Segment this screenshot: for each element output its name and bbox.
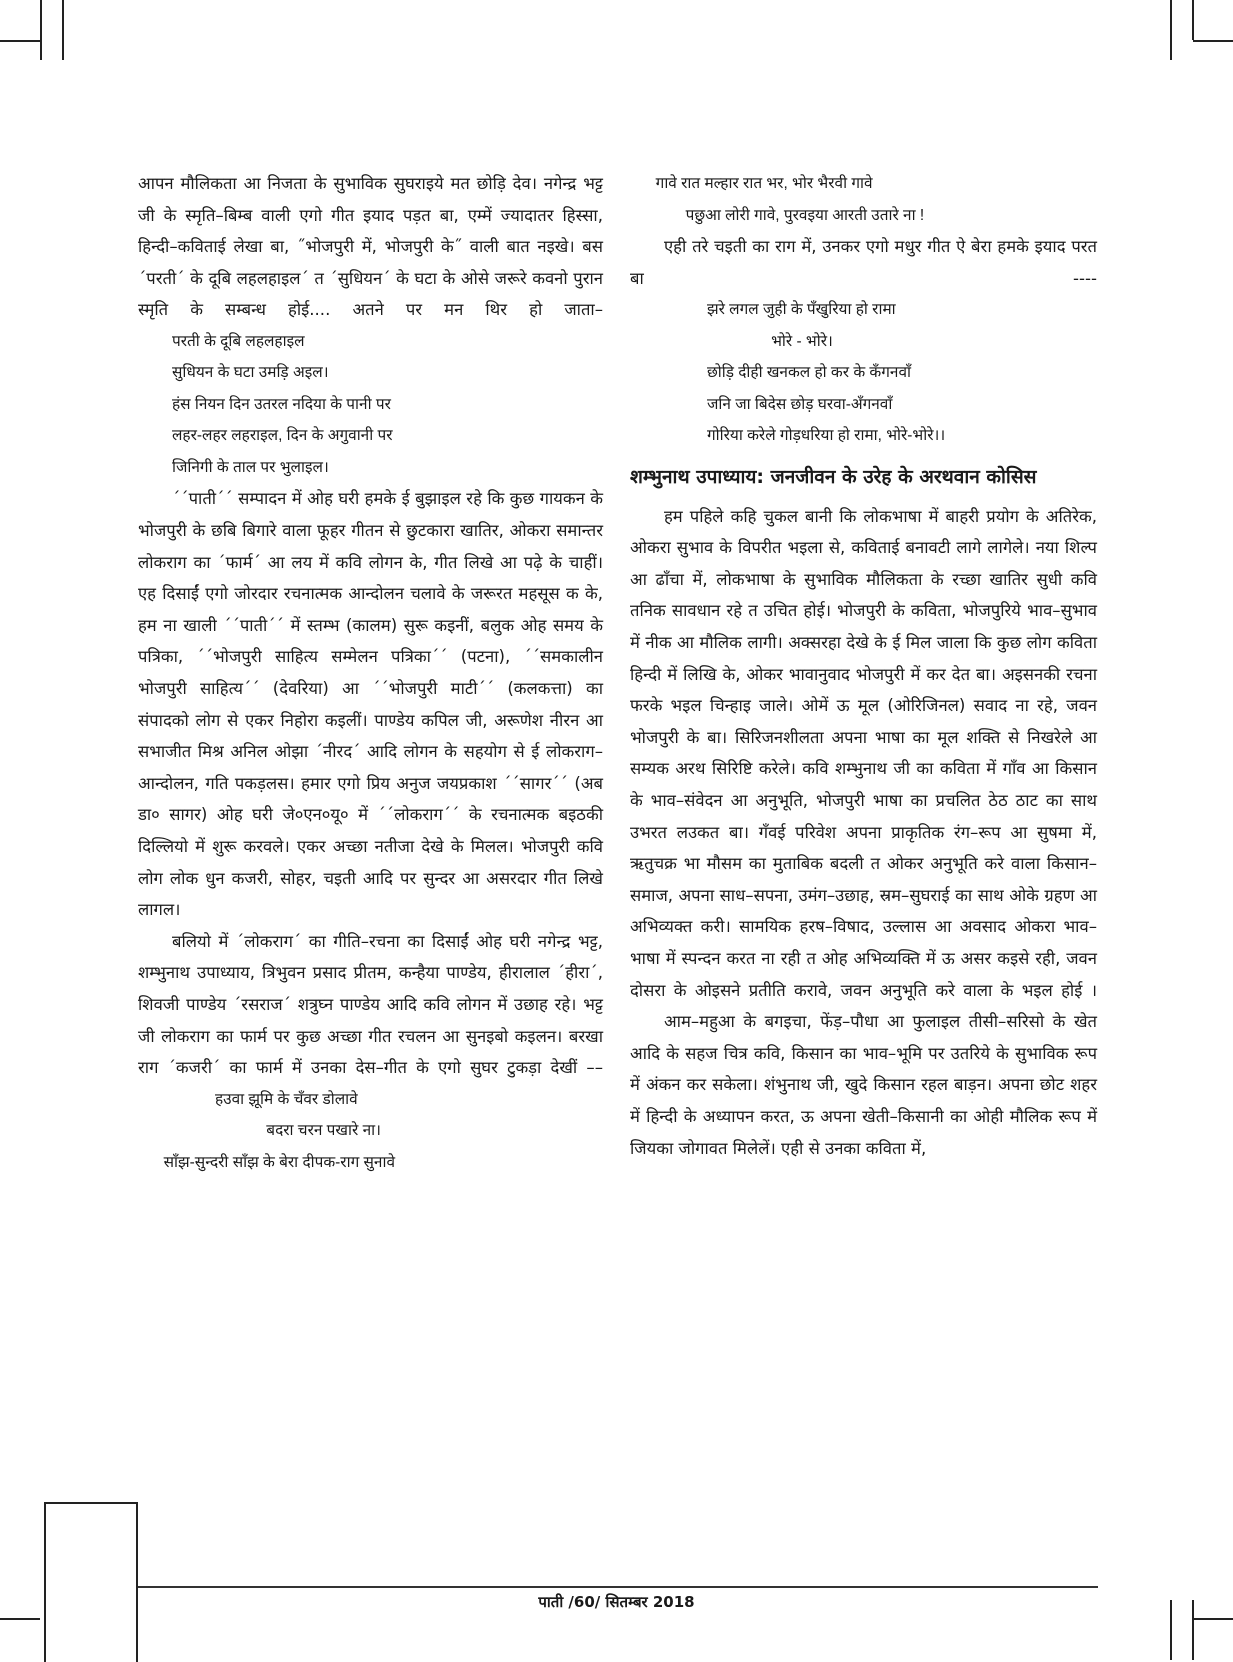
poem-line: हंस नियन दिन उतरल नदिया के पानी पर xyxy=(172,395,391,413)
poem-line: गोरिया करेले गोड़धरिया हो रामा, भोरे-भोरे।। xyxy=(630,427,946,445)
paragraph: आपन मौलिकता आ निजता के सुभाविक सुघराइये मत छोड़ि देव। नगेन्द्र भट्ट जी के स्मृति–बिम्ब वाली एगो गीत इयाद पड़त बा, एम्में ज्यादातर हिस्सा, हिन्दी–कविताई लेखा बा, ˝भोजपुरी में, भोजपुरी के˝ वाली बात नइखे। बस ´परती´ के दूबि लहलहाइल´ त ´सुधियन´ के घटा के ओसे जरूरे कवनो पुरान स्मृति के सम्बन्ध होई.... अतने पर मन थिर हो जाता– xyxy=(138,174,603,320)
poem-line: छोड़ि दीही खनकल हो कर के कँगनवाँ xyxy=(630,364,911,382)
poem-block xyxy=(138,1084,603,1179)
section-heading: शम्भुनाथ उपाध्याय: जनजीवन के उरेह के अरथवान कोसिस xyxy=(630,465,1037,488)
crop-mark xyxy=(40,0,42,60)
crop-mark xyxy=(0,40,40,42)
crop-mark xyxy=(62,0,64,60)
paragraph: बलियो में ´लोकराग´ का गीति–रचना का दिसाईं ओह घरी नगेन्द्र भट्ट, शम्भुनाथ उपाध्याय, त्रिभुवन प्रसाद प्रीतम, कन्हैया पाण्डेय, हीरालाल ´हीरा´, शिवजी पाण्डेय ´रसराज´ शत्रुघ्न पाण्डेय आदि कवि लोगन में उछाह रहे। भट्ट जी लोकराग का फार्म पर कुछ अच्छा गीत रचलन आ सुनइबो कइलन। बरखा राग ´कजरी´ का फार्म में उनका देस–गीत के एगो सुघर टुकड़ा देखीं –– xyxy=(138,931,603,1078)
crop-mark xyxy=(1193,1618,1233,1620)
poem-line: झरे लगल जुही के पँखुरिया हो रामा xyxy=(630,301,896,319)
crop-mark xyxy=(1193,40,1233,42)
poem-line: बदरा चरन पखारे ना। xyxy=(138,1122,381,1140)
crop-mark xyxy=(1192,0,1194,40)
paragraph: आम–महुआ के बगइचा, फेंड़–पौधा आ फुलाइल तीसी–सरिसो के खेत आदि के सहज चित्र कवि, किसान का भाव–भूमि पर उतरिये के सुभाविक रूप में अंकन कर सकेला। शंभुनाथ जी, खुदे किसान रहल बाड़न। अपना छोट शहर में हिन्दी के अध्यापन करत, ऊ अपना खेती–किसानी का ओही मौलिक रूप में जियका जोगावत मिलेलें। एही से उनका कविता में, xyxy=(630,1012,1097,1158)
paragraph: हम पहिले कहि चुकल बानी कि लोकभाषा में बाहरी प्रयोग के अतिरेक, ओकरा सुभाव के विपरीत भइला से, कविताई बनावटी लागे लागेले। नया शिल्प आ ढाँचा में, लोकभाषा के सुभाविक मौलिकता के रच्छा खातिर सुधी कवि तनिक सावधान रहे त उचित होई। भोजपुरी के कविता, भोजपुरिये भाव–सुभाव में नीक आ मौलिक लागी। अक्सरहा देखे के ई मिल जाला कि कुछ लोग कविता हिन्दी में लिखि के, ओकर भावानुवाद भोजपुरी में कर देत बा। अइसनकी रचना फरके भइल चिन्हाइ जाले। ओमें ऊ मूल (ओरिजिनल) सवाद ना रहे, जवन भोजपुरी के बा। सिरिजनशीलता अपना भाषा का मूल शक्ति से निखरेले आ सम्यक अरथ सिरिष्टि करेले। कवि शम्भुनाथ जी का कविता में गाँव आ किसान के भाव–संवेदन आ अनुभूति, भोजपुरी भाषा का प्रचलित ठेठ ठाट का साथ उभरत लउकत बा। गँवई परिवेश अपना प्राकृतिक रंग–रूप आ सुषमा में, ऋतुचक्र भा मौसम का मुताबिक बदली त ओकर अनुभूति करे वाला किसान–समाज, अपना साध–सपना, उमंग–उछाह, स्रम–सुघराई का साथ ओके ग्रहण आ अभिव्यक्त करी। सामयिक हरष–विषाद, उल्लास आ अवसाद ओकरा भाव–भाषा में स्पन्दन करत ना रही त ओह अभिव्यक्ति में ऊ असर कइसे रही, जवन दोसरा के ओइसने प्रतीति करावे, जवन अनुभूति करे वाला के भइल होई । xyxy=(630,506,1097,1000)
poem-block xyxy=(630,294,1097,452)
poem-line: सुधियन के घटा उमड़ि अइल। xyxy=(172,364,329,382)
crop-mark xyxy=(0,1618,40,1620)
poem-line: भोरे - भोरे। xyxy=(630,332,833,350)
poem-block xyxy=(138,326,603,484)
poem-line: गावे रात मल्हार रात भर, भोर भैरवी गावे xyxy=(630,175,873,192)
left-column xyxy=(138,168,603,1178)
poem-line: जिनिगी के ताल पर भुलाइल। xyxy=(172,458,329,476)
poem-line: पछुआ लोरी गावे, पुरवइया आरती उतारे ना ! xyxy=(630,206,925,224)
footer-rule xyxy=(138,1586,1098,1588)
poem-line: हउवा झूमि के चँवर डोलावे xyxy=(138,1090,358,1108)
paragraph: ´´पाती´´ सम्पादन में ओह घरी हमके ई बुझाइल रहे कि कुछ गायकन के भोजपुरी के छबि बिगारे वाला फूहर गीतन से छुटकारा खातिर, ओकरा समान्तर लोकराग का ´फार्म´ आ लय में कवि लोगन के, गीत लिखे आ पढ़े के चाहीं। एह दिसाईं एगो जोरदार रचनात्मक आन्दोलन चलावे के जरूरत महसूस क के, हम ना खाली ´´पाती´´ में स्तम्भ (कालम) सुरू कइनीं, बलुक ओह समय के पत्रिका, ´´भोजपुरी साहित्य सम्मेलन पत्रिका´´ (पटना), ´´समकालीन भोजपुरी साहित्य´´ (देवरिया) आ ´´भोजपुरी माटी´´ (कलकत्ता) का संपादको लोग से एकर निहोरा कइलीं। पाण्डेय कपिल जी, अरूणेश नीरन आ सभाजीत मिश्र अनिल ओझा ´नीरद´ आदि लोगन के सहयोग से ई लोकराग–आन्दोलन, गति पकड़लस। हमार एगो प्रिय अनुज जयप्रकाश ´´सागर´´ (अब डा० सागर) ओह घरी जे०एन०यू० में ´´लोकराग´´ के रचनात्मक बइठकी दिल्लियो में शुरू करवले। एकर अच्छा नतीजा देखे के मिलल। भोजपुरी कवि लोग लोक धुन कजरी, सोहर, चइती आदि पर सुन्दर आ असरदार गीत लिखे लागल। xyxy=(138,489,603,920)
paragraph: एही तरे चइती का राग में, उनकर एगो मधुर गीत ऐ बेरा हमके इयाद परत बा ---- xyxy=(630,237,1097,288)
poem-block xyxy=(630,168,1097,231)
right-column xyxy=(630,168,1097,1164)
poem-line: जनि जा बिदेस छोड़ घरवा-अँगनवाँ xyxy=(630,395,893,413)
page-footer: पाती /60/ सितम्बर 2018 xyxy=(538,1593,695,1611)
poem-line: साँझ-सुन्दरी साँझ के बेरा दीपक-राग सुनावे xyxy=(138,1153,395,1171)
poem-line: लहर-लहर लहराइल, दिन के अगुवानी पर xyxy=(172,427,393,445)
corner-frame xyxy=(44,1502,138,1662)
poem-line: परती के दूबि लहलहाइल xyxy=(172,332,305,350)
crop-mark xyxy=(1170,0,1172,60)
